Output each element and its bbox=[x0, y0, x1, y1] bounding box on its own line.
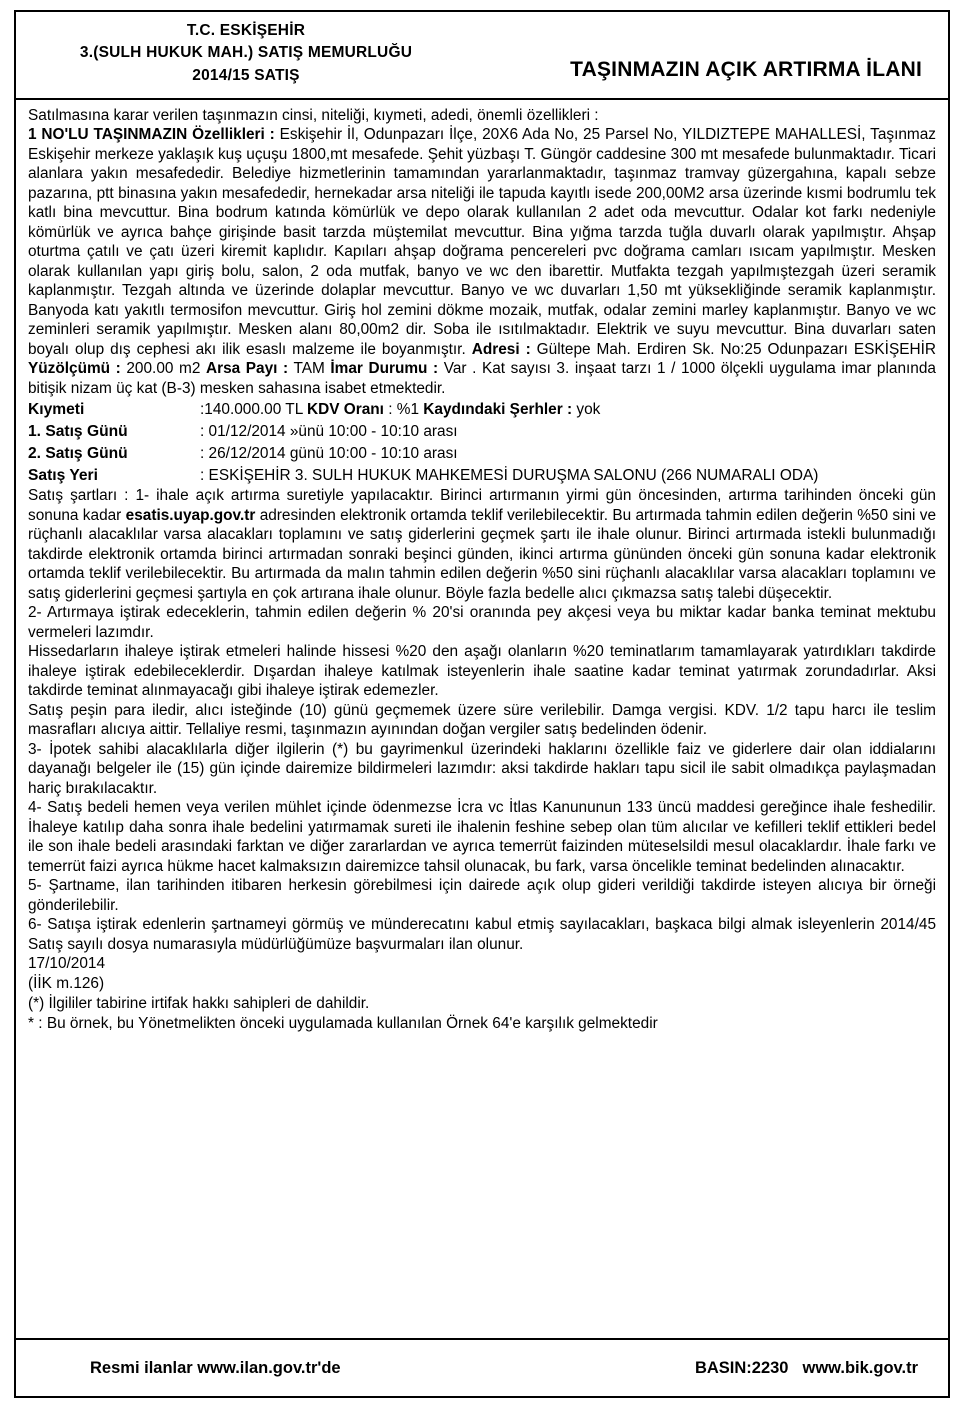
intro-paragraph: Satılmasına karar verilen taşınmazın cinsi, niteliği, kıymeti, adedi, önemli özellikleri : bbox=[28, 107, 599, 124]
second-sale-value: : 26/12/2014 günü 10:00 - 10:10 arası bbox=[200, 444, 458, 462]
conditions-paragraph bbox=[28, 486, 936, 603]
item-6-paragraph: 6- Satışa iştirak edenlerin şartnameyi görmüş ve münderecatını kabul etmiş sayılacakları, başkaca bilgi almak isleyenlerin 2014/45 Satış sayılı dosya numarasıyla müdürlüğümüze başvurmaları ilan olunur. bbox=[28, 916, 936, 953]
value-row bbox=[28, 399, 936, 421]
second-sale-label: 2. Satış Günü bbox=[28, 444, 128, 462]
item-3-paragraph: 3- İpotek sahibi alacaklılarla diğer ilgilerin (*) bu gayrimenkul üzerindeki haklarını özellikle faiz ve giderlere dair olan iddialarını dayanağı belgeler ile (15) gün içinde dairemize bildirmeleri lazımdır: aksi takdirde hakları tapu sicil ile sabit olmadıkça paylaşmadan hariç bırakılacaktır. bbox=[28, 740, 936, 797]
office-line-1: T.C. ESKİŞEHİR bbox=[186, 22, 306, 39]
value-label: Kıymeti bbox=[28, 401, 85, 419]
property-text: Eskişehir İl, Odunpazarı İlçe, 20X6 Ada No, 25 Parsel No, YILDIZTEPE MAHALLESİ, Taşınmaz Eskişehir merkeze yaklaşık kuş uçuşu 1800,mt mesafede. Şehit yüzbaşı T. Güngör caddesine 300 mt mesafede bulunmaktadır. Ticari alanlara yakın mesafededir. Belediye hizmetlerinin tamamından yararlanmaktadır, taşınmaz tramvay güzergahına, kapalı sebze pazarına, ptt binasına yakın mesafededir, hernekadar arsa niteliği ile tapuda kayıtlı isede 200,00M2 arsa üzerinde kısmi bodrumlu tek katlı bina mevcuttur. Bina bodrum katında kömürlük ve depo olarak kullanılan 2 adet oda mevcuttur. Odalar kot farkı nedeniyle kömürlük ve ayrıca bahçe girişinde basit tarzda müştemilat mevcuttur. Bina yığma tarzda tuğla duvarlı olarak yapılmıştır. Ahşap oturtma çatılı ve çatı üzeri kiremit kaplıdır. Kapıları ahşap doğrama pencereleri pvc doğrama camları ısıcam yapılmıştır. Mesken olarak kullanılan yapı giriş bolu, salon, 2 oda mutfak, banyo ve wc den ibarettir. Mutfakta tezgah yapılmıştezgah üzeri seramik kaplanmıştır. Tezgah altında ve üzerinde dolaplar mevcuttur. Banyo ve wc duvarları 1,50 mt yüksekliğinde seramik kaplanmıştır. Banyoda katı yakıtlı termosifon mevcuttur. Giriş hol zemini dökme mozaik, mutfak, odalar zemini marley kaplanmıştır. Banyo ve wc zeminleri seramik yapılmıştır. Mesken alanı 80,00m2 dir. Soba ile ısıtılmaktadır. Elektrik ve suyu mevcuttur. Bina duvarları saten boyalı olup dış cephesi akı ilik esaslı malzeme ile boyanmıştır. bbox=[28, 126, 936, 358]
notice-body bbox=[16, 100, 948, 1034]
conditions-rest: adresinden elektronik ortamda teklif verilebilecektir. Bu artırmada tahmin edilen değerin %50 sini ve rüçhanlı alacaklılar varsa alacakları toplamını ve satış giderlerini geçmek şartı ile ihale olunur. Birinci artırmada istekli bulunmadığı takdirde elektronik ortamda birinci artırmadan sonraki beşinci günden, ikinci artırma gününden önceki gün sonuna kadar elektronik ortamda teklif verilebilecektir. Bu artırmada da malın tahmin edilen değerin %50 sini rüçhanlı alacaklılar varsa alacakları toplamını ve satış giderlerini geçmesi şartıyla en çok artırana ihale olunur. Böyle fazla bedelle alıcı çıkmazsa satış talebi düşecektir. bbox=[28, 506, 937, 602]
conditions-lead: Satış şartları : 1- ihale açık artırma suretiyle yapılacaktır. Birinci artırmanın yirmi gün öncesinden, artırma tarihinden önceki gün sonuna kadar bbox=[28, 487, 936, 524]
law-reference: (İİK m.126) bbox=[28, 975, 105, 993]
footnote-1: (*) İlgililer tabirine irtifak hakkı sahipleri de dahildir. bbox=[28, 995, 370, 1013]
office-line-3: 2014/15 SATIŞ bbox=[192, 66, 300, 84]
area-label: Yüzölçümü : bbox=[28, 360, 121, 378]
property-description-paragraph bbox=[28, 125, 936, 398]
closing-lines bbox=[28, 954, 936, 1034]
zoning-label: İmar Durumu : bbox=[330, 360, 439, 378]
notice-frame bbox=[14, 10, 950, 1398]
address-label: Adresi : bbox=[471, 340, 531, 358]
press-number: BASIN:2230 bbox=[694, 1358, 789, 1377]
notice-footer bbox=[16, 1338, 948, 1396]
address-text: Gültepe Mah. Erdiren Sk. No:25 Odunpazarı ESKİŞEHİR bbox=[530, 340, 936, 358]
item-2c-paragraph: Satış peşin para iledir, alıcı isteğinde (10) günü geçmemek üzere süre verilebilir. Damga vergisi. KDV. 1/2 tapu harcı ile teslim masrafları alıcıya aittir. Tellaliye resmi, taşınmazın ayınından doğan vergiler satış bedelinden ödenir. bbox=[28, 701, 936, 739]
kdv-text: : %1 bbox=[383, 401, 424, 419]
court-office-block bbox=[46, 20, 446, 87]
zoning-text: Var . Kat sayısı 3. inşaat tarzı 1 / 1000 ölçekli uygulama imar planında bitişik nizam üç kat (B-3) mesken sahasına isabet etmektedir. bbox=[28, 360, 936, 397]
value-content bbox=[200, 400, 936, 421]
esatis-link[interactable]: esatis.uyap.gov.tr bbox=[125, 506, 256, 524]
annotations-label: Kaydındaki Şerhler : bbox=[423, 401, 573, 419]
item-2b-paragraph: Hissedarların ihaleye iştirak etmeleri halinde hissesi %20 den aşağı olanların %20 teminatlarım tamamlayarak yatırdıkları takdirde ihaleye iştirak edebileceklerdir. Dışardan ihaleye katılmak isteyenlerin ihale saatine kadar teminat yatırmak zorundadırlar. Aksi takdirde teminat alınmayacağı gibi ihaleye iştirak edemezler. bbox=[28, 643, 936, 700]
notice-header bbox=[16, 12, 948, 100]
office-line-2: 3.(SULH HUKUK MAH.) SATIŞ MEMURLUĞU bbox=[79, 44, 413, 62]
area-text: 200.00 m2 bbox=[120, 360, 206, 378]
share-text: TAM bbox=[288, 360, 331, 378]
page-title: TAŞINMAZIN AÇIK ARTIRMA İLANI bbox=[570, 58, 922, 81]
annotations-text: yok bbox=[572, 401, 601, 419]
bik-site: www.bik.gov.tr bbox=[802, 1358, 918, 1377]
first-sale-value: : 01/12/2014 »ünü 10:00 - 10:10 arası bbox=[200, 423, 458, 441]
first-sale-label: 1. Satış Günü bbox=[28, 423, 128, 441]
sale-place-label: Satış Yeri bbox=[28, 466, 98, 484]
sale-place-value: : ESKİŞEHİR 3. SULH HUKUK MAHKEMESİ DURUŞMA SALONU (266 NUMARALI ODA) bbox=[200, 466, 819, 484]
kdv-label: KDV Oranı bbox=[306, 401, 384, 419]
item-5-paragraph: 5- Şartname, ilan tarihinden itibaren herkesin görebilmesi için dairede açık olup gideri verildiği takdirde isteyen alıcıya bir örneği gönderilebilir. bbox=[28, 877, 936, 914]
press-info bbox=[695, 1359, 918, 1378]
item-4-paragraph: 4- Satış bedeli hemen veya verilen mühlet içinde ödenmezse İcra vc İtlas Kanununun 133 üncü maddesi gereğince ihale feshedilir. İhaleye katılıp daha sonra ihale bedelini yatırmamak sureti ile ihalenin feshine sebep olan tüm alıcılar ve kefilleri teklif ettikleri bedel ile son ihale bedeli arasındaki farktan ve diğer zararlardan ve ayrıca temerrüt faizinden müteselsildi mesul olacaklardır. İhale farkı ve temerrüt faizi ayrıca hükme hacet kalmaksızın dairemizce tahsil olunacak, bu fark, varsa öncelikle teminat bedelinden alınacaktır. bbox=[28, 799, 936, 875]
share-label: Arsa Payı : bbox=[205, 360, 289, 378]
notice-date: 17/10/2014 bbox=[28, 955, 106, 973]
first-sale-row bbox=[28, 421, 936, 443]
value-amount: :140.000.00 TL bbox=[200, 401, 307, 419]
second-sale-row bbox=[28, 443, 936, 465]
footnote-2: * : Bu örnek, bu Yönetmelikten önceki uygulamada kullanılan Örnek 64'e karşılık gelmektedir bbox=[28, 1015, 658, 1033]
property-label: 1 NO'LU TAŞINMAZIN Özellikleri : bbox=[28, 126, 275, 144]
official-ads-text: Resmi ilanlar www.ilan.gov.tr'de bbox=[90, 1358, 341, 1377]
sale-place-row bbox=[28, 465, 936, 487]
item-2-paragraph: 2- Artırmaya iştirak edeceklerin, tahmin edilen değerin % 20'si oranında pey akçesi veya bu miktar kadar banka teminat mektubu vermeleri lazımdır. bbox=[28, 604, 936, 641]
